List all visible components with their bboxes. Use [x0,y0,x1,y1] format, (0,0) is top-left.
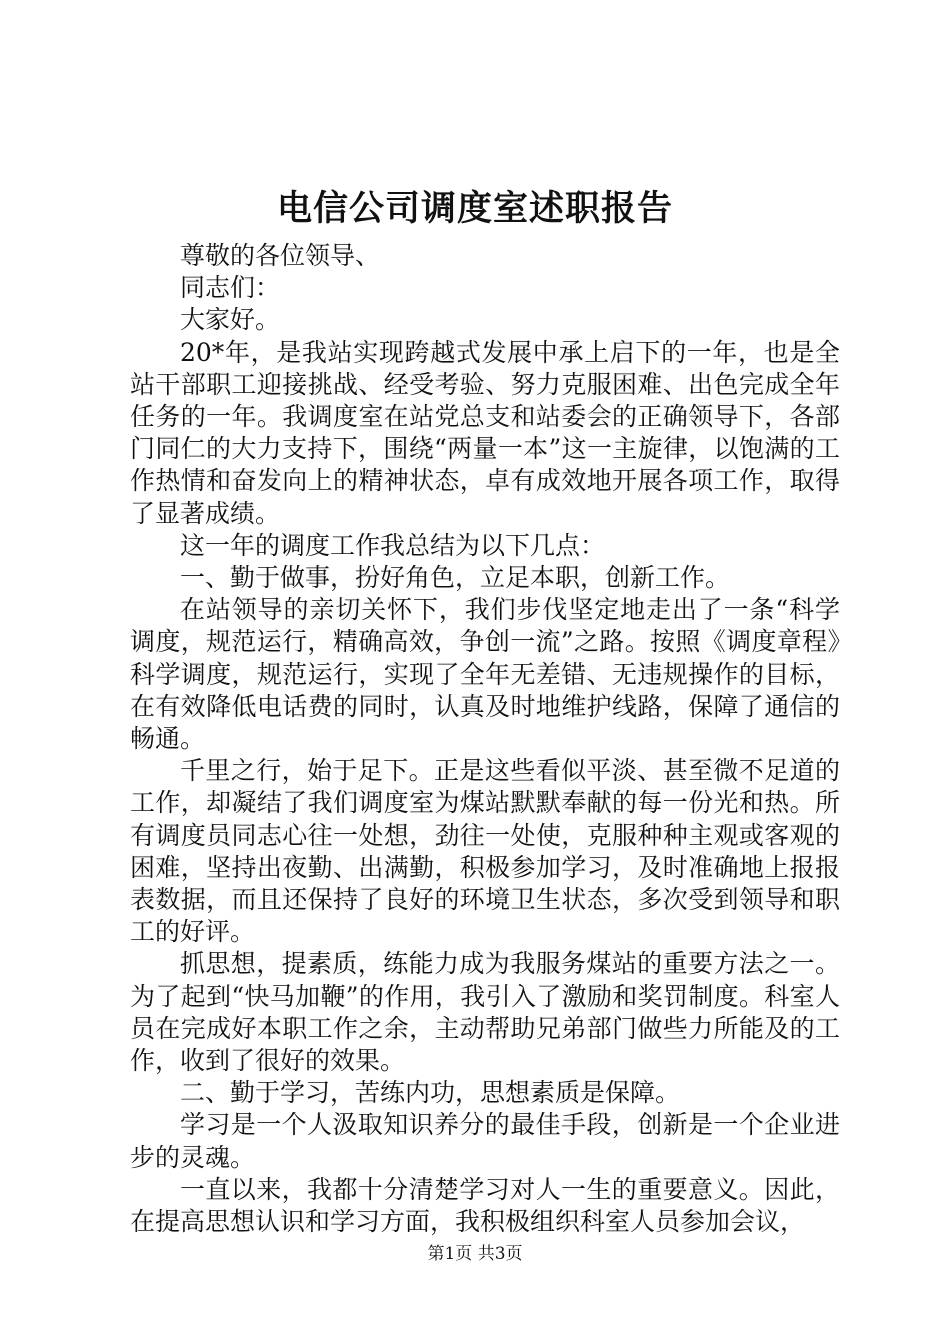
paragraph-summary-lead: 这一年的调度工作我总结为以下几点： [180,530,606,560]
document-title: 电信公司调度室述职报告 [276,188,673,229]
page-footer: 第1页 共3页 [427,1244,523,1264]
paragraph-section-2a: 学习是一个人汲取知识养分的最佳手段，创新是一个企业进步的灵魂。 [130,1110,840,1172]
document-body [130,240,840,1238]
paragraph-section-1a: 在站领导的亲切关怀下，我们步伐坚定地走出了一条“科学调度，规范运行，精确高效，争创一流”之路。按照《调度章程》科学调度，规范运行，实现了全年无差错、无违规操作的目标，在有效降低电话费的同时，认真及时地维护线路，保障了通信的畅通。 [130,595,840,754]
paragraph-salutation-2: 同志们： [180,273,281,303]
paragraph-intro: 20*年，是我站实现跨越式发展中承上启下的一年，也是全站干部职工迎接挑战、经受考验、努力克服困难、出色完成全年任务的一年。我调度室在站党总支和站委会的正确领导下，各部门同仁的大力支持下，围绕“两量一本”这一主旋律，以饱满的工作热情和奋发向上的精神状态，卓有成效地开展各项工作，取得了显著成绩。 [130,337,840,528]
paragraph-section-1c: 抓思想，提素质，练能力成为我服务煤站的重要方法之一。为了起到“快马加鞭”的作用，我引入了激励和奖罚制度。科室人员在完成好本职工作之余，主动帮助兄弟部门做些力所能及的工作，收到了很好的效果。 [130,949,840,1076]
paragraph-section-1b: 千里之行，始于足下。正是这些看似平淡、甚至微不足道的工作，却凝结了我们调度室为煤站默默奉献的每一份光和热。所有调度员同志心往一处想，劲往一处使，克服种种主观或客观的困难，坚持出夜勤、出满勤，积极参加学习，及时准确地上报报表数据，而且还保持了良好的环境卫生状态，多次受到领导和职工的好评。 [130,756,840,947]
section-heading-1: 一、勤于做事，扮好角色，立足本职，创新工作。 [180,563,731,593]
paragraph-section-2b: 一直以来，我都十分清楚学习对人一生的重要意义。因此，在提高思想认识和学习方面，我积极组织科室人员参加会议， [130,1174,840,1237]
paragraph-greeting: 大家好。 [180,305,281,335]
section-heading-2: 二、勤于学习，苦练内功，思想素质是保障。 [180,1078,681,1108]
paragraph-salutation-1: 尊敬的各位领导、 [180,241,381,270]
